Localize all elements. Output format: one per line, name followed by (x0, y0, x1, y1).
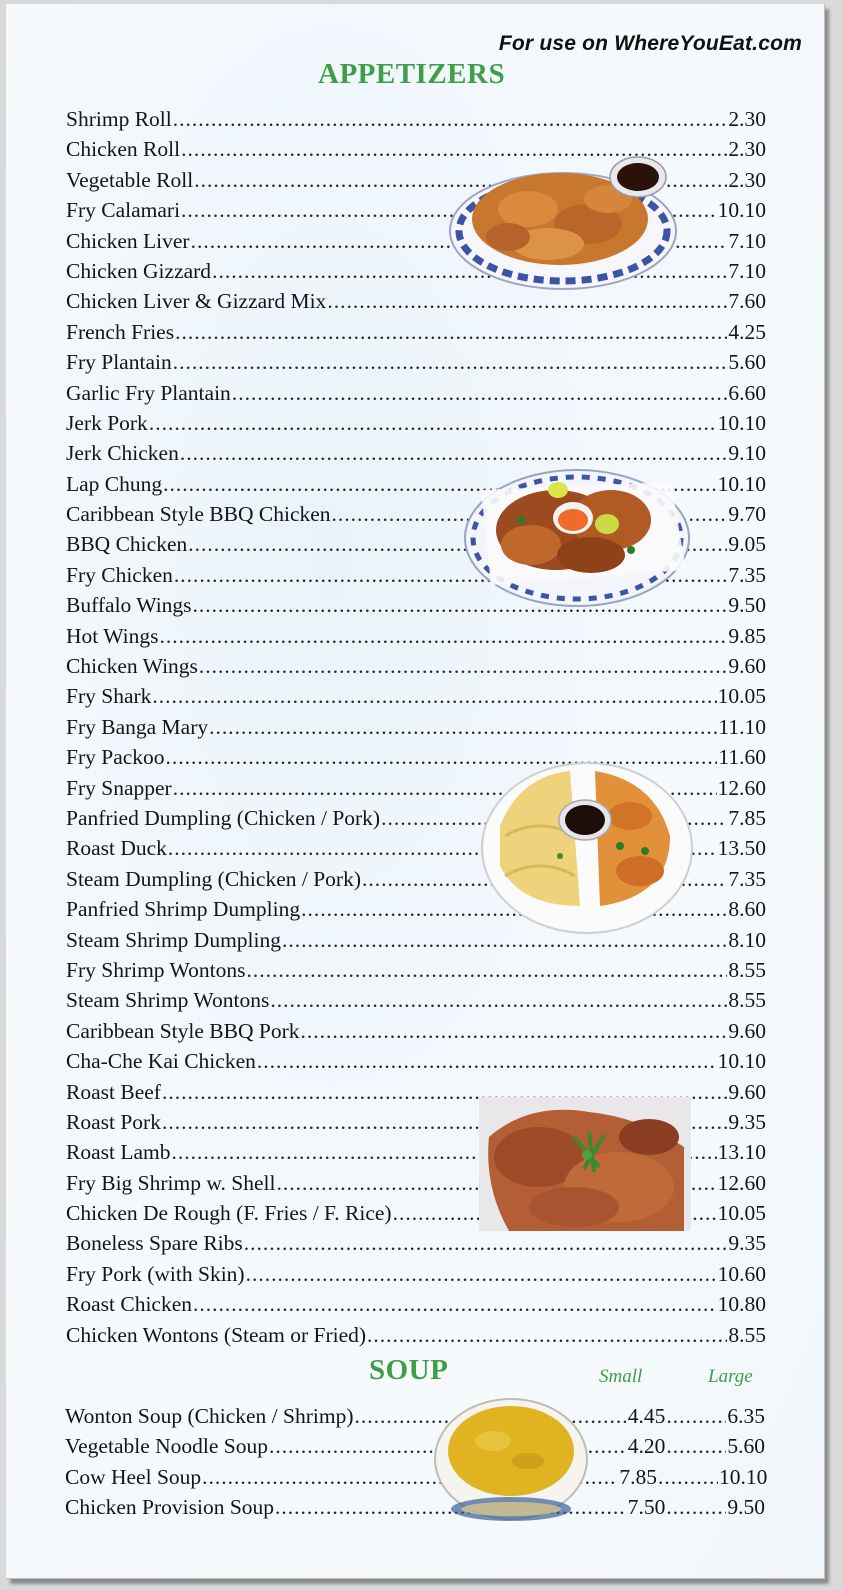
dot-leader (270, 985, 727, 1015)
item-name: Steam Dumpling (Chicken / Pork) (66, 866, 361, 891)
fried-calamari-plate-photo (448, 149, 688, 294)
item-price: 10.10 (717, 471, 766, 496)
menu-item-row (66, 1320, 766, 1350)
item-name: French Fries (66, 319, 175, 344)
soup-list (65, 1401, 768, 1523)
item-name: Shrimp Roll (66, 107, 172, 131)
soup-item-row (65, 1431, 765, 1461)
item-price: 10.10 (717, 1049, 766, 1074)
item-name: Jerk Chicken (66, 441, 179, 466)
item-name: BBQ Chicken (66, 532, 188, 557)
item-price: 6.60 (728, 380, 766, 405)
menu-item-row (66, 651, 766, 681)
dot-leader (246, 955, 727, 985)
item-price: 9.50 (728, 593, 766, 618)
item-price: 11.10 (718, 714, 766, 739)
item-price: 10.10 (717, 410, 766, 435)
menu-item-row (66, 712, 766, 742)
soup-price-large: 5.60 (727, 1434, 765, 1459)
soup-price-small: 4.20 (627, 1434, 666, 1459)
menu-item-row (66, 1016, 766, 1046)
menu-item-row (66, 1289, 766, 1319)
watermark-text: For use on WhereYouEat.com (498, 32, 802, 55)
item-name: Roast Beef (66, 1079, 161, 1104)
dot-leader (666, 1431, 726, 1461)
item-name: Caribbean Style BBQ Pork (66, 1018, 300, 1043)
dot-leader (666, 1492, 726, 1522)
dumplings-plate-photo (480, 756, 694, 936)
item-name: Steam Shrimp Dumpling (66, 927, 281, 952)
item-price: 4.25 (728, 319, 766, 344)
item-name: Chicken Liver & Gizzard Mix (66, 289, 327, 314)
item-price: 10.05 (717, 1201, 766, 1226)
item-price: 13.50 (717, 836, 766, 861)
item-name: Chicken Wings (66, 654, 198, 679)
dot-leader (658, 1462, 718, 1492)
item-name: Jerk Pork (66, 410, 148, 435)
item-name: Chicken Roll (66, 137, 181, 162)
item-name: Fry Shark (66, 684, 152, 709)
item-price: 2.30 (728, 167, 766, 192)
item-name: Roast Duck (66, 836, 167, 861)
soup-price-small: 7.85 (619, 1464, 657, 1489)
item-price: 10.10 (717, 198, 766, 223)
item-price: 7.35 (728, 866, 766, 891)
item-price: 9.70 (728, 502, 766, 527)
item-price: 10.05 (717, 684, 766, 709)
dot-leader (244, 1228, 728, 1258)
item-name: Chicken Wontons (Steam or Fried) (66, 1322, 367, 1347)
item-name: Chicken De Rough (F. Fries / F. Rice) (66, 1201, 392, 1226)
dot-leader (173, 347, 728, 377)
menu-item-row (66, 104, 766, 134)
item-name: Buffalo Wings (66, 593, 192, 618)
soup-price-large: 10.10 (719, 1464, 768, 1489)
soup-name: Wonton Soup (Chicken / Shrimp) (65, 1404, 354, 1428)
dot-leader (152, 681, 716, 711)
dot-leader (367, 1320, 727, 1350)
dot-leader (173, 104, 728, 134)
soup-col-large: Large (708, 1366, 753, 1387)
dot-leader (232, 378, 728, 408)
item-name: Fry Pork (with Skin) (66, 1261, 245, 1286)
item-name: Garlic Fry Plantain (66, 380, 231, 405)
item-price: 9.60 (728, 1018, 766, 1043)
item-price: 8.60 (728, 897, 766, 922)
soup-item-row (65, 1462, 768, 1492)
item-name: Hot Wings (66, 623, 159, 648)
caribbean-bbq-chicken-plate-photo (461, 460, 693, 610)
soup-price-small: 4.45 (627, 1404, 666, 1428)
menu-item-row (66, 1259, 766, 1289)
soup-name: Vegetable Noodle Soup (65, 1434, 269, 1459)
item-price: 2.30 (728, 137, 766, 162)
item-price: 2.30 (728, 107, 766, 131)
item-name: Fry Chicken (66, 562, 173, 587)
soup-name: Chicken Provision Soup (65, 1495, 275, 1520)
item-name: Chicken Liver (66, 228, 190, 253)
item-price: 7.10 (728, 258, 766, 283)
item-name: Boneless Spare Ribs (66, 1231, 243, 1256)
item-price: 5.60 (728, 350, 766, 375)
item-name: Caribbean Style BBQ Chicken (66, 502, 331, 527)
menu-item-row (66, 955, 766, 985)
item-price: 9.35 (728, 1109, 766, 1134)
item-price: 9.05 (728, 532, 766, 557)
item-price: 12.60 (717, 1170, 766, 1195)
item-name: Fry Calamari (66, 198, 181, 223)
soup-name: Cow Heel Soup (65, 1464, 202, 1489)
item-price: 7.10 (728, 228, 766, 253)
item-name: Roast Lamb (66, 1140, 171, 1165)
item-price: 8.55 (728, 957, 766, 982)
soup-price-large: 6.35 (727, 1404, 765, 1428)
dot-leader (199, 651, 727, 681)
item-name: Panfried Shrimp Dumpling (66, 897, 301, 922)
menu-item-row (66, 408, 766, 438)
item-price: 7.60 (728, 289, 766, 314)
item-price: 9.35 (728, 1231, 766, 1256)
item-price: 8.55 (728, 1322, 766, 1347)
dot-leader (149, 408, 717, 438)
dot-leader (246, 1259, 717, 1289)
item-price: 9.10 (728, 441, 766, 466)
soup-bowl-photo (433, 1391, 591, 1526)
menu-item-row (66, 621, 766, 651)
item-name: Roast Pork (66, 1109, 161, 1134)
item-price: 12.60 (717, 775, 766, 800)
menu-item-row (66, 1046, 766, 1076)
item-price: 11.60 (718, 745, 766, 770)
soup-item-row (65, 1401, 765, 1431)
item-name: Lap Chung (66, 471, 163, 496)
item-price: 9.85 (728, 623, 766, 648)
menu-item-row (66, 985, 766, 1015)
menu-item-row (66, 1228, 766, 1258)
menu-item-row (66, 317, 766, 347)
dot-leader (257, 1046, 717, 1076)
item-name: Fry Plantain (66, 350, 172, 375)
soup-item-row (65, 1492, 765, 1522)
dot-leader (193, 1289, 717, 1319)
dot-leader (175, 317, 727, 347)
item-name: Fry Packoo (66, 745, 165, 770)
item-price: 13.10 (717, 1140, 766, 1165)
item-name: Chicken Gizzard (66, 258, 212, 283)
item-price: 9.60 (728, 1079, 766, 1104)
item-name: Fry Snapper (66, 775, 172, 800)
item-name: Fry Big Shrimp w. Shell (66, 1170, 276, 1195)
roast-duck-photo (479, 1097, 691, 1231)
dot-leader (301, 1016, 728, 1046)
dot-leader (666, 1401, 726, 1431)
soup-heading: SOUP (369, 1354, 449, 1386)
item-price: 10.80 (717, 1292, 766, 1317)
soup-price-large: 9.50 (727, 1495, 765, 1520)
item-price: 10.60 (717, 1261, 766, 1286)
item-name: Steam Shrimp Wontons (66, 988, 270, 1013)
item-name: Fry Banga Mary (66, 714, 209, 739)
dot-leader (209, 712, 717, 742)
appetizers-heading: APPETIZERS (318, 58, 506, 90)
item-name: Fry Shrimp Wontons (66, 957, 246, 982)
item-price: 9.60 (728, 654, 766, 679)
item-price: 7.85 (728, 805, 766, 830)
item-name: Roast Chicken (66, 1292, 192, 1317)
item-name: Cha-Che Kai Chicken (66, 1049, 256, 1074)
menu-page (6, 4, 825, 1579)
soup-col-small: Small (599, 1366, 643, 1387)
menu-item-row (66, 378, 766, 408)
item-price: 8.55 (728, 988, 766, 1013)
item-price: 8.10 (728, 927, 766, 952)
item-name: Vegetable Roll (66, 167, 194, 192)
item-name: Panfried Dumpling (Chicken / Pork) (66, 805, 381, 830)
menu-item-row (66, 681, 766, 711)
soup-price-small: 7.50 (627, 1495, 666, 1520)
menu-item-row (66, 347, 766, 377)
item-price: 7.35 (728, 562, 766, 587)
dot-leader (160, 621, 728, 651)
